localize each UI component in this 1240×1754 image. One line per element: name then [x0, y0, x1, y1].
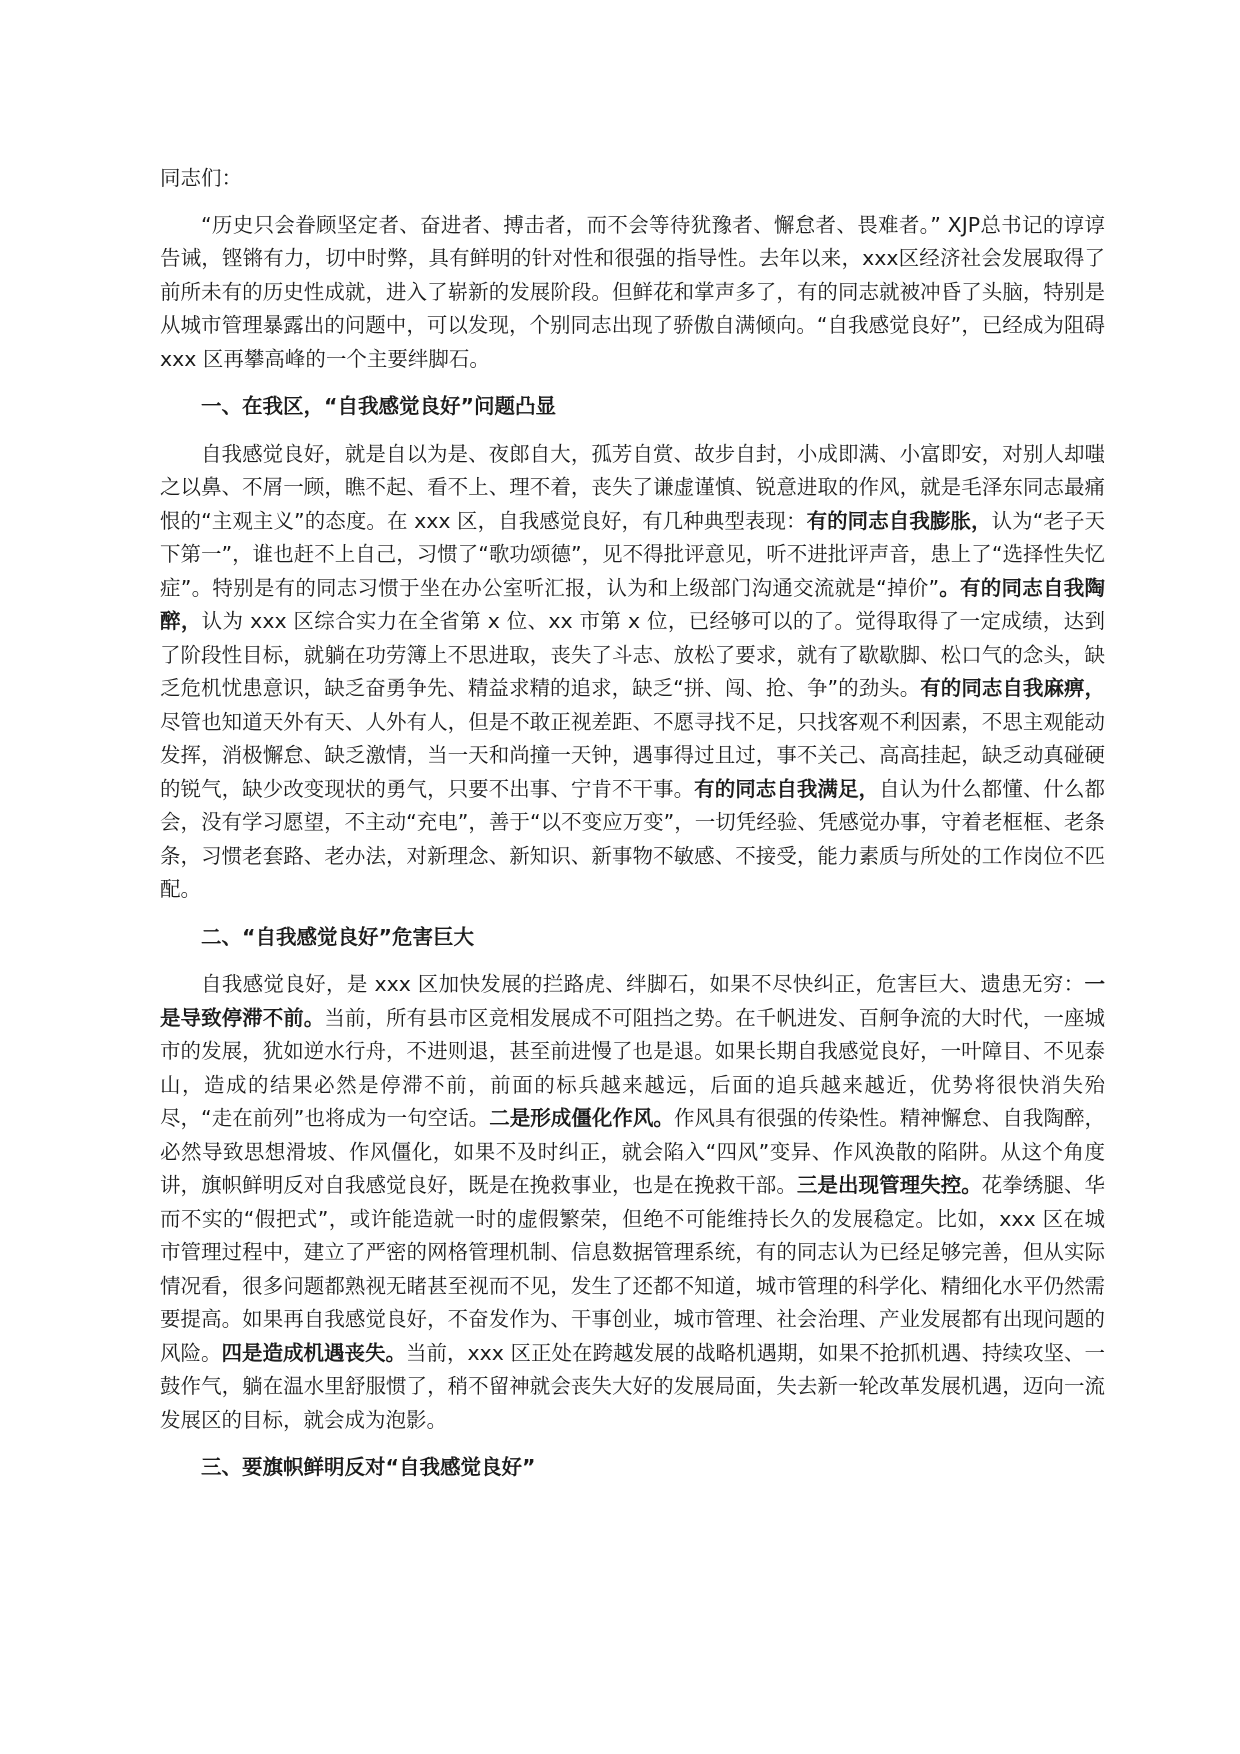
section-2-text-4: 花拳绣腿、华而不实的“假把式”，或许能造就一时的虚假繁荣，但绝不可能维持长久的发展稳定。比如，xxx 区在城市管理过程中，建立了严密的网格管理机制、信息数据管理系统，有的同志认为已经足够完善，但从实际情况看，很多问题都熟视无睹甚至视而不见，发生了还都不知道，城市管理的科学化、精细化水平仍然需要提高。如果再自我感觉良好，不奋发作为、干事创业，城市管理、社会治理、产业发展都有出现问题的风险。 — [160, 1173, 1106, 1365]
section-1-paragraph — [160, 438, 1105, 907]
section-1-text-4: 尽管也知道天外有天、人外有人，但是不敢正视差距、不愿寻找不足，只找客观不利因素，不思主观能动发挥，消极懈怠、缺乏激情，当一天和尚撞一天钟，遇事得过且过，事不关己、高高挂起，缺乏动真碰硬的锐气，缺少改变现状的勇气，只要不出事、宁肯不干事。 — [160, 709, 1105, 801]
section-1-text-3: 认为 xxx 区综合实力在全省第 x 位、xx 市第 x 位，已经够可以的了。觉得取得了一定成绩，达到了阶段性目标，就躺在功劳簿上不思进取，丧失了斗志、放松了要求，就有了歇歇脚、松口气的念头，缺乏危机忧患意识，缺乏奋勇争先、精益求精的追求，缺乏“拼、闯、抢、争”的劲头。 — [160, 609, 1105, 700]
salutation: 同志们： — [160, 166, 242, 190]
section-2-text-3: 作风具有很强的传染性。精神懈怠、自我陶醉，必然导致思想滑坡、作风僵化，如果不及时纠正，就会陷入“四风”变异、作风涣散的陷阱。从这个角度讲，旗帜鲜明反对自我感觉良好，既是在挽救事业，也是在挽救干部。 — [160, 1106, 1105, 1197]
intro-paragraph: “历史只会眷顾坚定者、奋进者、搏击者，而不会等待犹豫者、懈怠者、畏难者。” XJP总书记的谆谆告诫，铿锵有力，切中时弊，具有鲜明的针对性和很强的指导性。去年以来，xxx区经济社会发展取得了前所未有的历史性成就，进入了崭新的发展阶段。但鲜花和掌声多了，有的同志就被冲昏了头脑，特别是从城市管理暴露出的问题中，可以发现，个别同志出现了骄傲自满倾向。“自我感觉良好”，已经成为阻碍 xxx 区再攀高峰的一个主要绊脚石。 — [160, 212, 1105, 371]
section-2-bold-1: 一是导致停滞不前。 — [160, 972, 1105, 1030]
section-3-heading: 三、要旗帜鲜明反对“自我感觉良好” — [201, 1455, 536, 1479]
section-2-text-5: 当前，xxx 区正处在跨越发展的战略机遇期，如果不抢抓机遇、持续攻坚、一鼓作气，躺在温水里舒服惯了，稍不留神就会丧失大好的发展局面，失去新一轮改革发展机遇，迈向一流发展区的目标，就会成为泡影。 — [160, 1340, 1105, 1432]
section-1-bold-1: 有的同志自我膨胀， — [806, 508, 992, 533]
section-1-text-1: 自我感觉良好，就是自以为是、夜郎自大，孤芳自赏、故步自封，小成即满、小富即安，对别人却嗤之以鼻、不屑一顾，瞧不起、看不上、理不着，丧失了谦虚谨慎、锐意进取的作风，就是毛泽东同志最痛恨的“主观主义”的态度。在 xxx 区，自我感觉良好，有几种典型表现： — [160, 441, 1105, 533]
section-1-text-5: 自认为什么都懂、什么都会，没有学习愿望，不主动“充电”，善于“以不变应万变”，一切凭经验、凭感觉办事，守着老框框、老条条，习惯老套路、老办法，对新理念、新知识、新事物不敏感、不接受，能力素质与所处的工作岗位不匹配。 — [160, 776, 1106, 901]
section-1-bold-4: 有的同志自我满足， — [694, 776, 880, 801]
document-body — [160, 162, 1105, 1499]
section-1-heading: 一、在我区，“自我感觉良好”问题凸显 — [201, 394, 556, 418]
section-2-paragraph — [160, 968, 1105, 1437]
section-2-text-2: 当前，所有县市区竞相发展成不可阻挡之势。在千帆进发、百舸争流的大时代，一座城市的发展，犹如逆水行舟，不进则退，甚至前进慢了也是退。如果长期自我感觉良好，一叶障目、不见泰山，造成的结果必然是停滞不前，前面的标兵越来越远，后面的追兵越来越近，优势将很快消失殆尽，“走在前列”也将成为一句空话。 — [160, 1005, 1106, 1130]
section-1-text-2: 认为“老子天下第一”，谁也赶不上自己，习惯了“歌功颂德”，见不得批评意见，听不进批评声音，患上了“选择性失忆症”。特别是有的同志习惯于坐在办公室听汇报，认为和上级部门沟通交流就是“掉价” — [160, 508, 1106, 600]
section-2-text-1: 自我感觉良好，是 xxx 区加快发展的拦路虎、绊脚石，如果不尽快纠正，危害巨大、遗患无穷： — [201, 972, 1085, 996]
section-2-bold-2: 二是形成僵化作风。 — [489, 1106, 674, 1130]
section-2-bold-4: 四是造成机遇丧失。 — [221, 1340, 407, 1365]
section-1-bold-2: 。有的同志自我陶醉， — [160, 575, 1105, 633]
section-1-bold-3: 有的同志自我麻痹， — [920, 676, 1105, 700]
section-2-bold-3: 三是出现管理失控。 — [796, 1173, 982, 1197]
section-2-heading: 二、“自我感觉良好”危害巨大 — [201, 924, 474, 949]
